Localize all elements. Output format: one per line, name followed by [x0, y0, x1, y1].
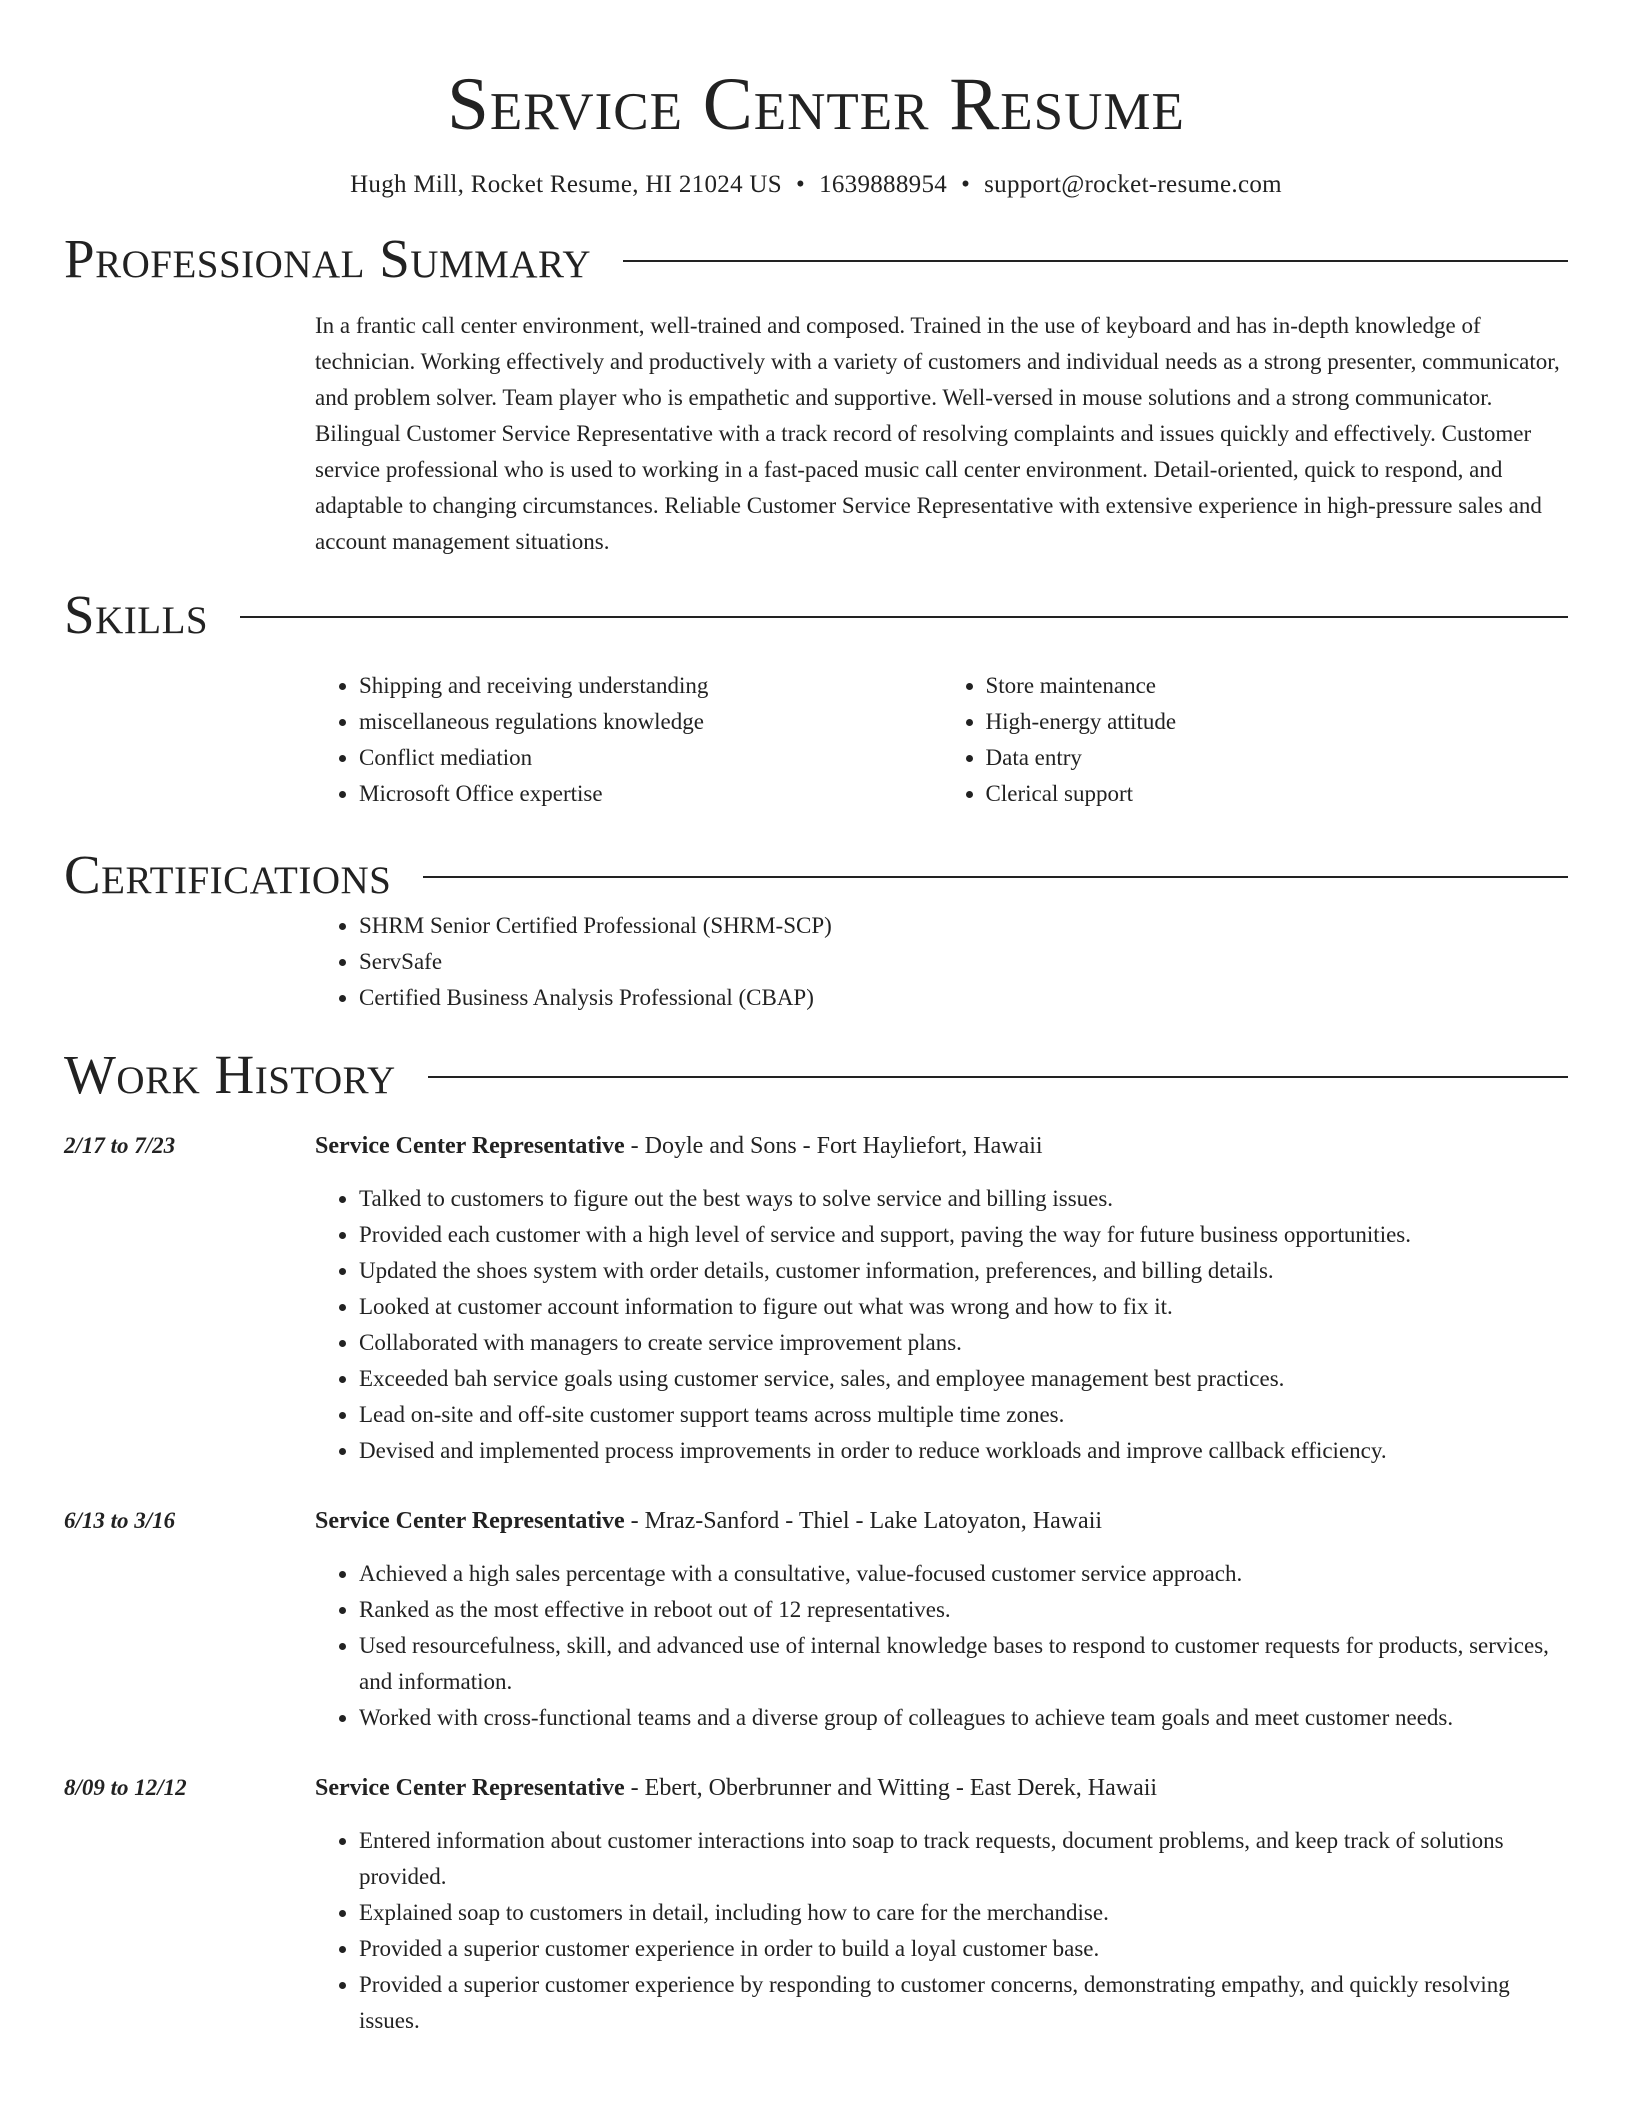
- contact-line: [64, 168, 1568, 202]
- job-title: Service Center Representative: [315, 1775, 625, 1801]
- job-duty: • Exceeded bah service goals using customer service, sales, and employee management best practices.: [359, 1361, 1568, 1397]
- job-details: [315, 1503, 1568, 1736]
- skills-section-header: [64, 582, 1568, 648]
- job-duties-list: [315, 1556, 1568, 1736]
- skill-item: • High-energy attitude: [986, 704, 1569, 740]
- work-history-section-header: [64, 1042, 1568, 1108]
- certifications-section: [315, 908, 1568, 1016]
- skill-item: • Clerical support: [986, 776, 1569, 812]
- certifications-heading: Certifications: [64, 844, 392, 905]
- job-title: Service Center Representative: [315, 1133, 625, 1159]
- job-duties-list: [315, 1823, 1568, 2039]
- job-duty: • Ranked as the most effective in reboot out of 12 representatives.: [359, 1592, 1568, 1628]
- job-dates: 2/17 to 7/23: [64, 1133, 176, 1158]
- skills-grid: [315, 668, 1568, 812]
- job-details: [315, 1770, 1568, 2039]
- job-heading: [315, 1770, 1568, 1806]
- section-divider: [423, 876, 1568, 878]
- work-history-heading: Work History: [64, 1044, 396, 1105]
- skill-item: • Microsoft Office expertise: [359, 776, 942, 812]
- job-dates: 8/09 to 12/12: [64, 1775, 187, 1800]
- contact-phone: 1639888954: [819, 171, 948, 198]
- job-duty: • Lead on-site and off-site customer support teams across multiple time zones.: [359, 1397, 1568, 1433]
- certification-item: • ServSafe: [359, 944, 1568, 980]
- resume-title: Service Center Resume: [447, 63, 1185, 146]
- job-duty: • Achieved a high sales percentage with a consultative, value-focused customer service approach.: [359, 1556, 1568, 1592]
- job-duty: • Looked at customer account information to figure out what was wrong and how to fix it.: [359, 1289, 1568, 1325]
- section-divider: [240, 616, 1568, 618]
- contact-separator: •: [961, 171, 971, 198]
- job-duty: • Provided each customer with a high level of service and support, paving the way for future business opportunities.: [359, 1217, 1568, 1253]
- job-title: Service Center Representative: [315, 1508, 625, 1534]
- skills-list-right: [942, 668, 1569, 812]
- job-company: - Doyle and Sons - Fort Hayliefort, Hawaii: [624, 1133, 1043, 1159]
- job-duty: • Provided a superior customer experience in order to build a loyal customer base.: [359, 1931, 1568, 1967]
- summary-section-header: [64, 226, 1568, 292]
- summary-text: In a frantic call center environment, well-trained and composed. Trained in the use of keyboard and has in-depth knowledge of technician. Working effectively and productively with a variety of customers and individual needs as a strong presenter, communicator, and problem solver. Team player who is empathetic and supportive. Well-versed in mouse solutions and a strong communicator. Bilingual Customer Service Representative with a track record of resolving complaints and issues quickly and effectively. Customer service professional who is used to working in a fast-paced music call center environment. Detail-oriented, quick to respond, and adaptable to changing circumstances. Reliable Customer Service Representative with extensive experience in high-pressure sales and account management situations.: [315, 313, 1560, 554]
- job-duty: • Worked with cross-functional teams and a diverse group of colleagues to achieve team goals and meet customer needs.: [359, 1700, 1568, 1736]
- skill-item: • Conflict mediation: [359, 740, 942, 776]
- job-company: - Mraz-Sanford - Thiel - Lake Latoyaton, Hawaii: [624, 1508, 1103, 1534]
- job-duty: • Collaborated with managers to create service improvement plans.: [359, 1325, 1568, 1361]
- job-duty: • Used resourcefulness, skill, and advanced use of internal knowledge bases to respond to customer requests for products, services, and information.: [359, 1628, 1568, 1700]
- certifications-section-header: [64, 842, 1568, 908]
- skill-item: • miscellaneous regulations knowledge: [359, 704, 942, 740]
- skill-item: • Shipping and receiving understanding: [359, 668, 942, 704]
- job-dates: 6/13 to 3/16: [64, 1508, 176, 1533]
- resume-page: [64, 0, 1568, 2039]
- skills-list-left: [315, 668, 942, 812]
- job-duty: • Entered information about customer interactions into soap to track requests, document problems, and keep track of solutions provided.: [359, 1823, 1568, 1895]
- skills-section: [315, 668, 1568, 812]
- job-heading: [315, 1503, 1568, 1539]
- contact-email[interactable]: support@rocket-resume.com: [984, 171, 1282, 198]
- job-entry: [64, 1503, 1568, 1736]
- job-heading: [315, 1128, 1568, 1164]
- contact-address: Hugh Mill, Rocket Resume, HI 21024 US: [350, 171, 782, 198]
- job-entry: [64, 1128, 1568, 1469]
- job-duty: • Provided a superior customer experience by responding to customer concerns, demonstrating empathy, and quickly resolving issues.: [359, 1967, 1568, 2039]
- summary-heading: Professional Summary: [64, 228, 592, 289]
- job-duties-list: [315, 1181, 1568, 1469]
- job-duty: • Updated the shoes system with order details, customer information, preferences, and billing details.: [359, 1253, 1568, 1289]
- certification-item: • Certified Business Analysis Professional (CBAP): [359, 980, 1568, 1016]
- job-company: - Ebert, Oberbrunner and Witting - East Derek, Hawaii: [624, 1775, 1158, 1801]
- work-history-section: [64, 1128, 1568, 2039]
- job-duty: • Explained soap to customers in detail, including how to care for the merchandise.: [359, 1895, 1568, 1931]
- certification-item: • SHRM Senior Certified Professional (SHRM-SCP): [359, 908, 1568, 944]
- skill-item: • Data entry: [986, 740, 1569, 776]
- job-duty: • Talked to customers to figure out the best ways to solve service and billing issues.: [359, 1181, 1568, 1217]
- skills-heading: Skills: [64, 584, 209, 645]
- job-entry: [64, 1770, 1568, 2039]
- job-details: [315, 1128, 1568, 1469]
- job-duty: • Devised and implemented process improvements in order to reduce workloads and improve callback efficiency.: [359, 1433, 1568, 1469]
- contact-separator: •: [796, 171, 806, 198]
- section-divider: [623, 260, 1568, 262]
- section-divider: [428, 1076, 1568, 1078]
- summary-section: [315, 308, 1568, 560]
- certifications-list: [315, 908, 1568, 1016]
- skill-item: • Store maintenance: [986, 668, 1569, 704]
